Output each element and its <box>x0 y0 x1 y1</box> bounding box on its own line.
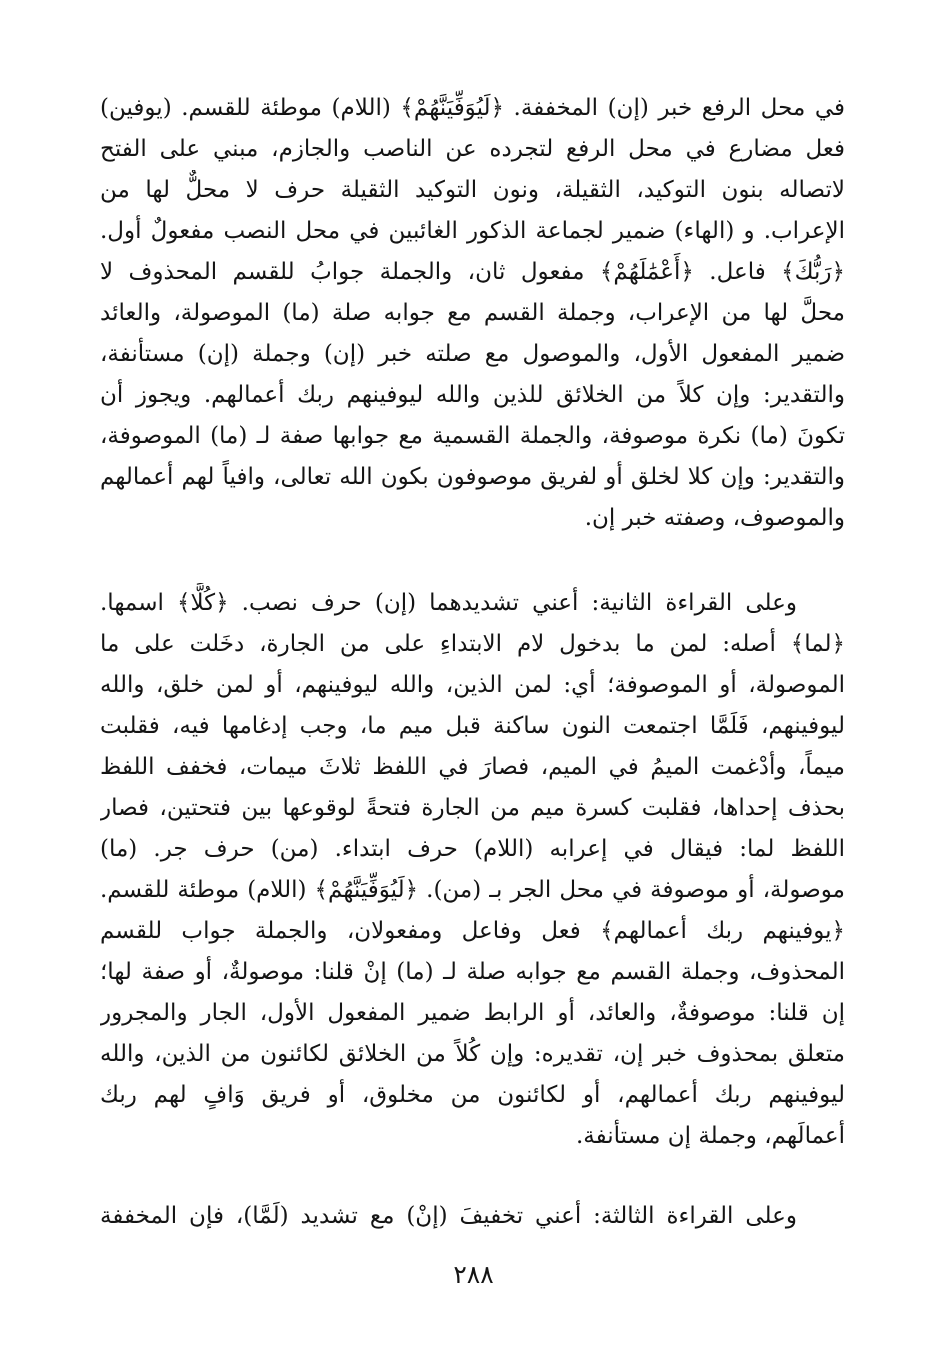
paragraph-3 <box>100 1196 845 1237</box>
text-line: ميماً، وأدْغمت الميمُ في الميم، فصارَ في اللفظ ثلاثَ ميمات، فخفف اللفظ <box>100 754 845 780</box>
text-line: أعمالَهم، وجملة إن مستأنفة. <box>575 1123 845 1149</box>
text-line: الإعراب. و (الهاء) ضمير لجماعة الذكور الغائبين في محل النصب مفعولٌ أول. <box>100 218 845 244</box>
text-line: فعل مضارع في محل الرفع لتجرده عن الناصب والجازم، مبني على الفتح <box>100 136 845 162</box>
text-line: وعلى القراءة الثانية: أعني تشديدهما (إن) حرف نصب. ﴿كُلًّا﴾ اسمها. <box>100 590 797 616</box>
text-line: والموصوف، وصفته خبر إن. <box>584 505 845 531</box>
text-line: ﴿لما﴾ أصله: لمن ما بدخول لام الابتداءِ على من الجارة، دخَلت على ما <box>100 631 845 657</box>
text-line: ليوفينهم ربك أعمالهم، أو لكائنون من مخلوق، أو فريق وَافٍ لهم ربك <box>100 1082 845 1108</box>
text-line: متعلق بمحذوف خبر إن، تقديره: وإن كُلاً من الخلائق لكائنون من الذين، والله <box>100 1041 845 1067</box>
text-line: محلَّ لها من الإعراب، وجملة القسم مع جوابه صلة (ما) الموصولة، والعائد <box>100 300 845 326</box>
text-line: موصولة، أو موصوفة في محل الجر بـ (من). ﴿لَيُوَفِّيَنَّهُمْ﴾ (اللام) موطئة للقسم. <box>100 877 845 903</box>
paragraph-2 <box>100 583 845 1157</box>
text-line: تكونَ (ما) نكرة موصوفة، والجملة القسمية مع جوابها صفة لـ (ما) الموصوفة، <box>100 423 845 449</box>
text-line: وعلى القراءة الثالثة: أعني تخفيفَ (إنْ) مع تشديد (لَمَّا)، فإن المخففة <box>100 1203 797 1229</box>
text-line: اللفظ لما: فيقال في إعرابه (اللام) حرف ابتداء. (من) حرف جر. (ما) <box>100 836 845 862</box>
text-line: والتقدير: وإن كلاً من الخلائق للذين والله ليوفينهم ربك أعمالهم. ويجوز أن <box>100 382 845 408</box>
text-line: المحذوف، وجملة القسم مع جوابه صلة لـ (ما) إنْ قلنا: موصولةٌ، أو صفة لها؛ <box>100 959 845 985</box>
text-line: ﴿يوفينهم ربك أعمالهم﴾ فعل وفاعل ومفعولان، والجملة جواب للقسم <box>100 918 845 944</box>
text-line: ﴿رَبُّكَ﴾ فاعل. ﴿أَعْمَٰلَهُمْ﴾ مفعول ثان، والجملة جوابُ للقسم المحذوف لا <box>100 259 845 285</box>
text-line: ضمير المفعول الأول، والموصول مع صلته خبر (إن) وجملة (إن) مستأنفة، <box>100 341 845 367</box>
text-line: لاتصاله بنون التوكيد، الثقيلة، ونون التوكيد الثقيلة حرف لا محلٌّ لها من <box>100 177 845 203</box>
text-line: بحذف إحداها، فقلبت كسرة ميم من الجارة فتحةً لوقوعها بين فتحتين، فصار <box>100 795 845 821</box>
paragraph-1 <box>100 88 845 539</box>
text-line: والتقدير: وإن كلا لخلق أو لفريق موصوفون بكون الله تعالى، وافياً لهم أعمالهم <box>100 464 845 490</box>
page-number: ٢٨٨ <box>453 1260 494 1289</box>
text-line: في محل الرفع خبر (إن) المخففة. ﴿لَيُوَفِّيَنَّهُمْ﴾ (اللام) موطئة للقسم. (يوفين) <box>100 95 845 121</box>
text-line: الموصولة، أو الموصوفة؛ أي: لمن الذين، والله ليوفينهم، أو لمن خلق، والله <box>100 672 845 698</box>
text-line: ليوفينهم، فَلَمَّا اجتمعت النون ساكنة قبل ميم ما، وجب إدغامها فيه، فقلبت <box>100 713 845 739</box>
text-line: إن قلنا: موصوفةٌ، والعائد، أو الرابط ضمير المفعول الأول، الجار والمجرور <box>100 1000 845 1026</box>
